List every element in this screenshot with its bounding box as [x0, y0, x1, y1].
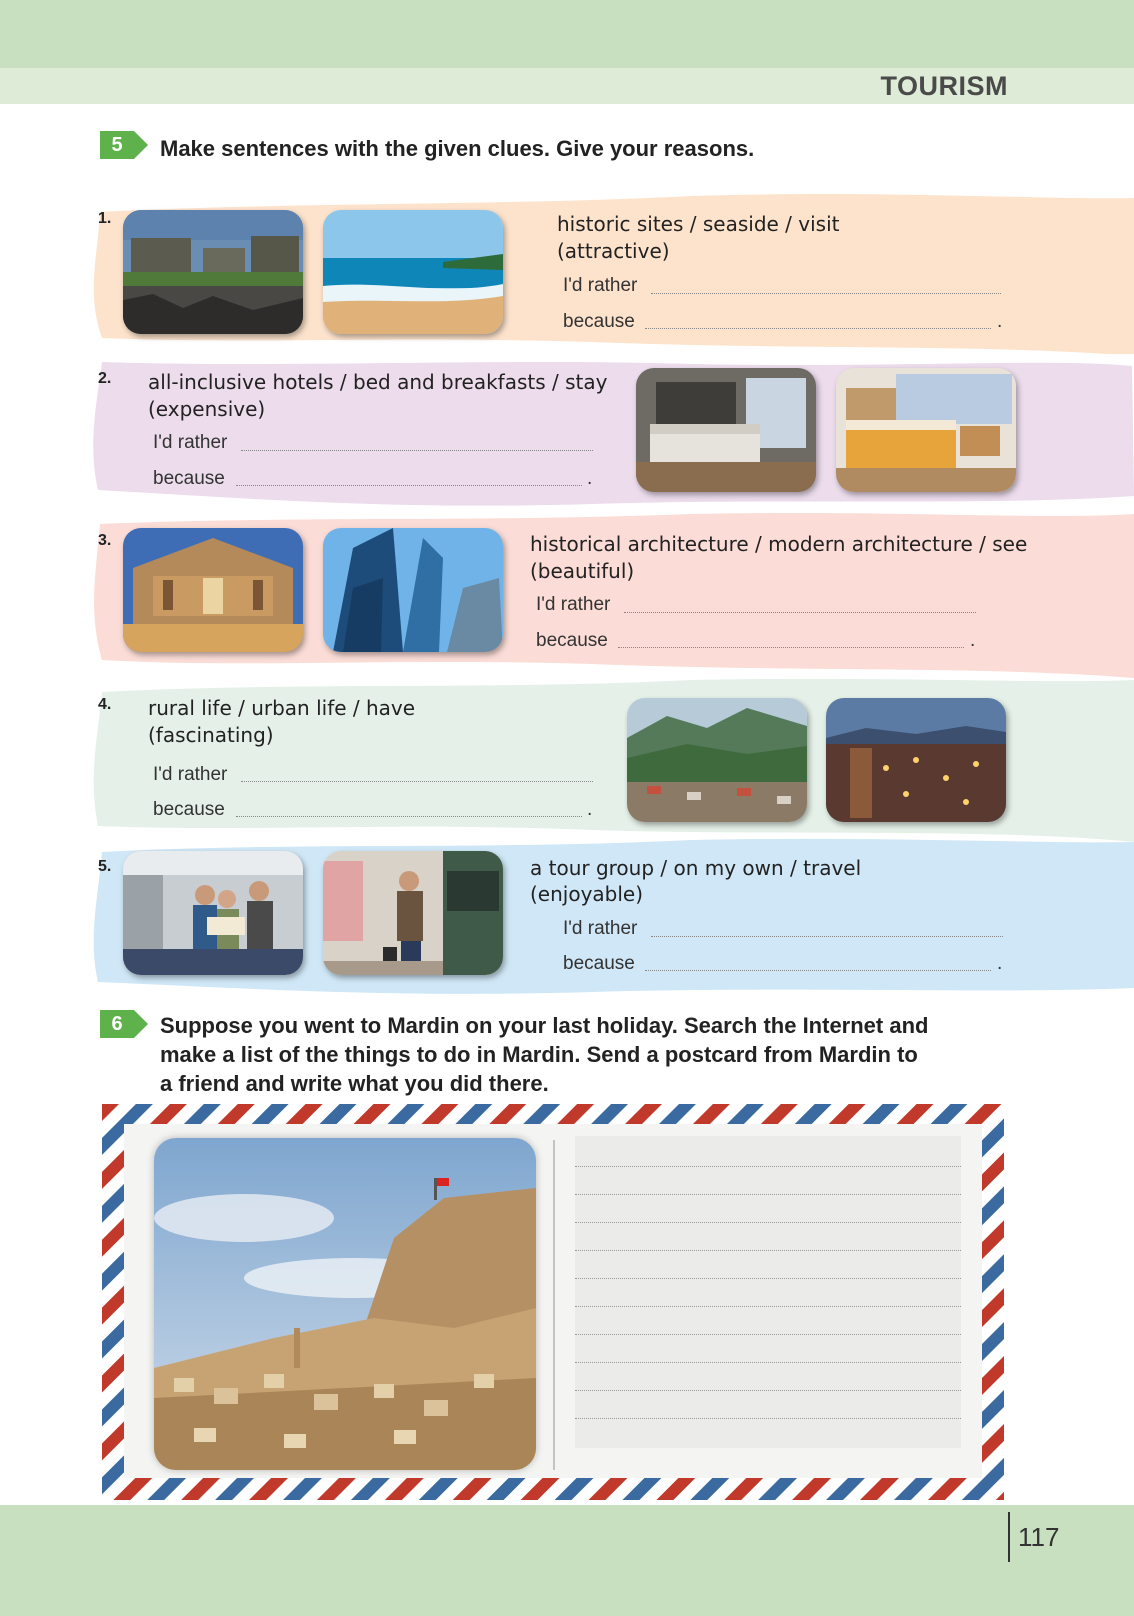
exercise-6-instruction-line-1: Suppose you went to Mardin on your last holiday. Search the Internet and: [160, 1013, 929, 1038]
trevi-fountain-photo: [123, 528, 303, 652]
because-label: because: [153, 468, 225, 489]
rather-label: I'd rather: [536, 594, 611, 615]
rather-answer-line[interactable]: [241, 450, 593, 451]
item-number: 1.: [98, 210, 112, 227]
exercise-6-instruction-line-3: a friend and write what you did there.: [160, 1071, 549, 1096]
exercise-6-badge: 6: [100, 1010, 134, 1038]
tour-group-photo: [123, 851, 303, 975]
solo-traveller-photo: [323, 851, 503, 975]
header-band: [0, 0, 1134, 68]
rather-label: I'd rather: [153, 764, 228, 785]
end-mark: .: [970, 630, 976, 651]
because-answer-line[interactable]: [236, 485, 582, 486]
simple-bedroom-photo: [836, 368, 1016, 492]
writing-line[interactable]: [575, 1194, 961, 1195]
because-answer-line[interactable]: [645, 970, 991, 971]
ancient-ruins-photo: [123, 210, 303, 334]
unit-title: TOURISM: [880, 71, 1008, 101]
writing-line[interactable]: [575, 1166, 961, 1167]
skyscrapers-photo: [323, 528, 503, 652]
item-number: 3.: [98, 532, 112, 549]
writing-line[interactable]: [575, 1390, 961, 1391]
clue-line-2: (attractive): [557, 239, 670, 263]
page-number: 117: [1018, 1522, 1060, 1552]
because-label: because: [153, 799, 225, 820]
writing-line[interactable]: [575, 1278, 961, 1279]
rather-answer-line[interactable]: [651, 293, 1001, 294]
page-number-separator: [1008, 1512, 1010, 1562]
because-label: because: [563, 311, 635, 332]
rather-label: I'd rather: [563, 918, 638, 939]
luxury-hotel-room-photo: [636, 368, 816, 492]
clue-line-2: (expensive): [148, 397, 266, 421]
beach-photo: [323, 210, 503, 334]
badge-arrow-icon: [134, 1010, 148, 1038]
postcard-divider: [553, 1140, 555, 1470]
rather-label: I'd rather: [563, 275, 638, 296]
rather-answer-line[interactable]: [651, 936, 1003, 937]
mountain-village-photo: [627, 698, 807, 822]
end-mark: .: [587, 468, 593, 489]
exercise-5-instruction: Make sentences with the given clues. Give your reasons.: [160, 136, 755, 161]
rather-answer-line[interactable]: [624, 612, 976, 613]
writing-line[interactable]: [575, 1418, 961, 1419]
item-number: 5.: [98, 858, 112, 875]
postcard-writing-area[interactable]: [575, 1136, 961, 1448]
writing-line[interactable]: [575, 1334, 961, 1335]
item-number: 4.: [98, 696, 112, 713]
footer-band: [0, 1505, 1134, 1616]
clue-line-2: (beautiful): [530, 559, 635, 583]
because-label: because: [536, 630, 608, 651]
rather-label: I'd rather: [153, 432, 228, 453]
mardin-city-photo: [154, 1138, 536, 1470]
because-answer-line[interactable]: [645, 328, 991, 329]
city-night-photo: [826, 698, 1006, 822]
clue-line-1: a tour group / on my own / travel: [530, 856, 862, 880]
clue-line-1: all-inclusive hotels / bed and breakfasts / stay: [148, 370, 608, 394]
end-mark: .: [587, 799, 593, 820]
because-label: because: [563, 953, 635, 974]
clue-line-2: (fascinating): [148, 723, 274, 747]
because-answer-line[interactable]: [236, 816, 582, 817]
writing-line[interactable]: [575, 1306, 961, 1307]
writing-line[interactable]: [575, 1250, 961, 1251]
clue-line-1: rural life / urban life / have: [148, 696, 416, 720]
because-answer-line[interactable]: [618, 647, 964, 648]
clue-line-1: historic sites / seaside / visit: [557, 212, 840, 236]
end-mark: .: [997, 311, 1003, 332]
clue-line-2: (enjoyable): [530, 882, 644, 906]
item-number: 2.: [98, 370, 112, 387]
end-mark: .: [997, 953, 1003, 974]
clue-line-1: historical architecture / modern architecture / see: [530, 532, 1028, 556]
badge-arrow-icon: [134, 131, 148, 159]
writing-line[interactable]: [575, 1362, 961, 1363]
exercise-5-badge: 5: [100, 131, 134, 159]
rather-answer-line[interactable]: [241, 781, 593, 782]
writing-line[interactable]: [575, 1222, 961, 1223]
exercise-6-instruction-line-2: make a list of the things to do in Mardin. Send a postcard from Mardin to: [160, 1042, 918, 1067]
